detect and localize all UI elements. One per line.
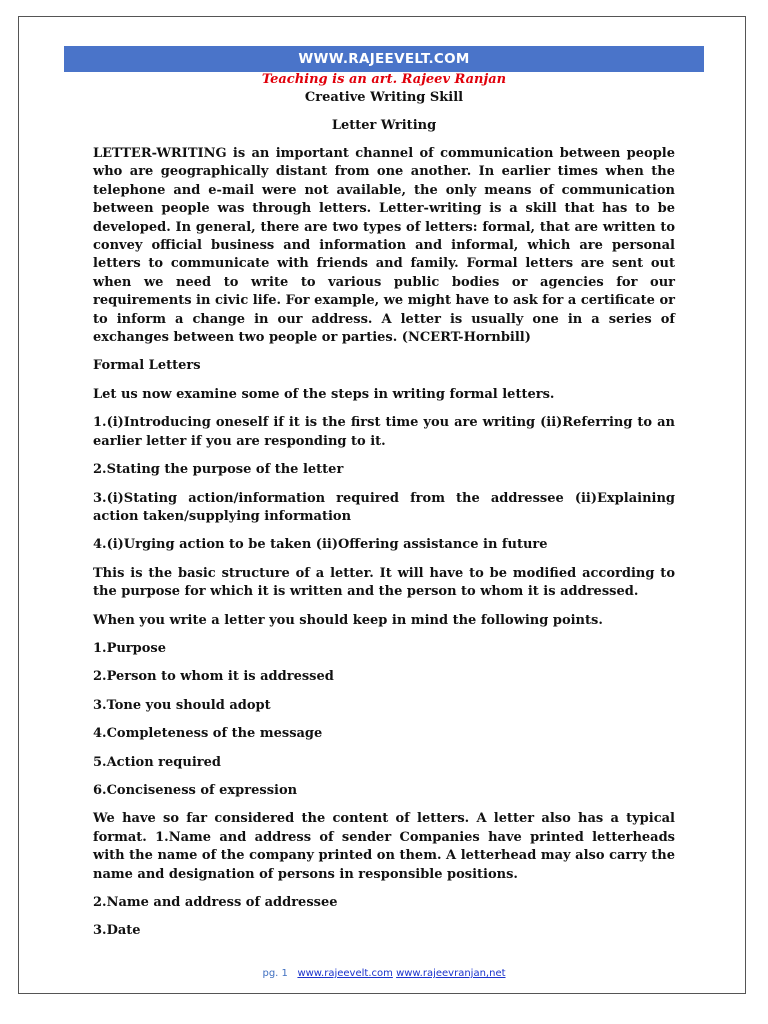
- page-number: pg. 1: [262, 968, 288, 979]
- format-item: 3.Date: [93, 923, 141, 939]
- step-item: 1.(i)Introducing oneself if it is the first time you are writing (ii)Referring to an earlier letter if you are responding to it.: [93, 415, 675, 449]
- point-item: 6.Conciseness of expression: [93, 782, 298, 798]
- formal-letters-heading: Formal Letters: [93, 358, 201, 374]
- points-intro: When you write a letter you should keep in mind the following points.: [93, 612, 603, 628]
- site-banner: WWW.RAJEEVELT.COM: [64, 46, 704, 72]
- footer-link-rajeevelt[interactable]: www.rajeevelt.com: [297, 968, 393, 979]
- format-item: 2.Name and address of addressee: [93, 895, 338, 910]
- point-item: 2.Person to whom it is addressed: [93, 669, 334, 685]
- format-intro: We have so far considered the content of letters. A letter also has a typical format. 1.Name and address of sender Companies have printed letterheads with the name of the company printed on them. A letterhead may also carry the name and designation of persons in responsible positions.: [93, 811, 675, 882]
- footer-link-rajeevranjan[interactable]: www.rajeevranjan,net: [396, 968, 506, 979]
- point-item: 3.Tone you should adopt: [93, 697, 271, 713]
- point-item: 5.Action required: [93, 754, 221, 770]
- subtitle: Creative Writing Skill: [304, 90, 464, 105]
- step-item: 4.(i)Urging action to be taken (ii)Offering assistance in future: [93, 537, 548, 553]
- steps-intro: Let us now examine some of the steps in writing formal letters.: [93, 386, 555, 402]
- page-heading: Letter Writing: [331, 118, 437, 133]
- step-item: 3.(i)Stating action/information required from the addressee (ii)Explaining action taken/supplying information: [93, 490, 675, 524]
- page-footer: [0, 968, 768, 979]
- structure-note: This is the basic structure of a letter. It will have to be modified according to the purpose for which it is written and the person to whom it is addressed.: [93, 565, 675, 600]
- tagline: Teaching is an art. Rajeev Ranjan: [261, 72, 507, 87]
- step-item: 2.Stating the purpose of the letter: [93, 462, 344, 478]
- document-body: [93, 145, 675, 951]
- intro-paragraph: LETTER-WRITING is an important channel of communication between people who are geographically distant from one another. In earlier times when the telephone and e-mail were not available, the only means of communication between people was through letters. Letter-writing is a skill that has to be developed. In general, there are two types of letters: formal, that are written to convey official business and information and informal, which are personal letters to communicate with friends and family. Formal letters are sent out when we need to write to various public bodies or agencies for our requirements in civic life. For example, we might have to ask for a certificate or to inform a change in our address. A letter is usually one in a series of exchanges between two people or parties. (NCERT-Hornbill): [93, 146, 675, 346]
- point-item: 4.Completeness of the message: [93, 726, 323, 742]
- point-item: 1.Purpose: [93, 640, 166, 656]
